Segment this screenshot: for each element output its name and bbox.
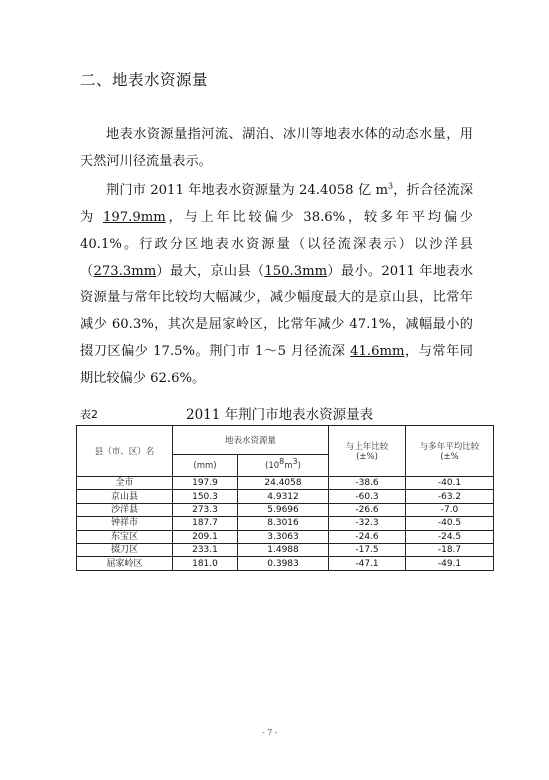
summary-text-f: ，与常年同期比较偏少 62.6%。 [80, 343, 473, 386]
paragraph-summary [80, 178, 473, 392]
summary-jan-may-depth: 41.6mm [350, 343, 405, 359]
table-row: 京山县 150.3 4.9312 -60.3 -63.2 [77, 490, 494, 503]
table-row: 全市 197.9 24.4058 -38.6 -40.1 [77, 477, 494, 490]
table-row: 钟祥市 187.7 8.3016 -32.3 -40.5 [77, 517, 494, 530]
summary-text-d: ）最大，京山县（ [156, 263, 265, 279]
table-row: 屈家岭区 181.0 0.3983 -47.1 -49.1 [77, 557, 494, 570]
header-unit-volume: $(10^8m^3)$ [238, 455, 329, 477]
summary-min-depth: 150.3mm [264, 263, 328, 279]
summary-sup: 3 [388, 181, 394, 191]
table-row: 沙洋县 273.3 5.9696 -26.6 -7.0 [77, 503, 494, 516]
header-region: 县（市、区）名 [77, 426, 173, 477]
water-resource-table [76, 425, 494, 571]
table-row: 东宝区 209.1 3.3063 -24.6 -24.5 [77, 530, 494, 543]
summary-max-depth: 273.3mm [93, 263, 157, 279]
table-title: 2011 年荆门市地表水资源量表 [186, 407, 374, 423]
header-vs-previous: 与上年比较 (±%) [329, 426, 406, 477]
header-resource: 地表水资源量 [173, 426, 329, 455]
summary-text-b: ，折合径流深为 [80, 183, 474, 225]
summary-text-a: 荆门市 2011 年地表水资源量为 24.4058 亿 m [106, 183, 389, 199]
summary-runoff-depth: 197.9mm [102, 209, 166, 225]
table-row: 掇刀区 233.1 1.4988 -17.5 -18.7 [77, 543, 494, 556]
table-label: 表2 [80, 408, 98, 421]
section-heading: 二、地表水资源量 [80, 71, 209, 89]
header-vs-average: 与多年平均比较 (±% [406, 426, 494, 477]
header-unit-mm: (mm) [173, 455, 238, 477]
summary-text-e: ）最小。2011 年地表水资源量与常年比较均大幅减少，减少幅度最大的是京山县，比常年减少 60.3%，其次是屈家岭区，比常年减少 47.1%，减幅最小的掇刀区偏少 17.5%。荆门市 1～5 月径流深 [80, 263, 474, 359]
page-number: - 7 - [262, 728, 278, 737]
summary-text-c: ，与上年比较偏少 38.6%，较多年平均偏少 40.1%。行政分区地表水资源量（以径流深表示）以沙洋县（ [80, 209, 473, 279]
paragraph-definition: 地表水资源量指河流、湖泊、冰川等地表水体的动态水量，用天然河川径流量表示。 [80, 127, 473, 169]
